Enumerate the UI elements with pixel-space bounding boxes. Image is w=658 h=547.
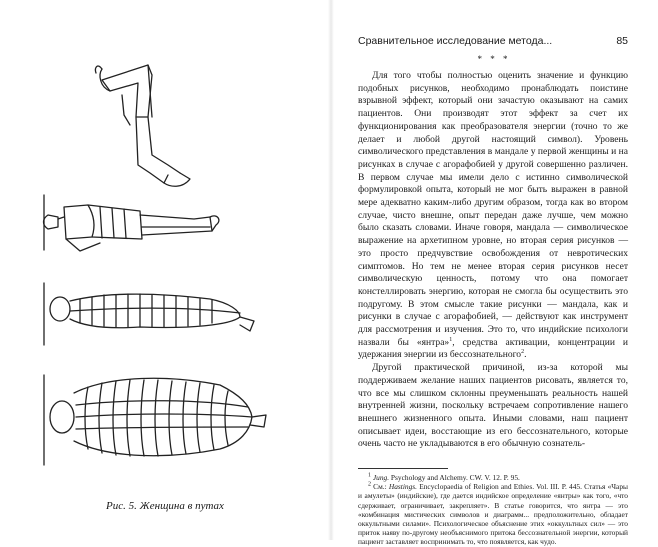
footnote-ref-2[interactable]: 2 (521, 349, 525, 356)
paragraph-1: Для того чтобы полностью оценить значение и функцию подобных рисунков, необходимо пронаблюдать поистине взрывной эффект, который они зачастую оказывают на самих пациентов. Они производят этот эффект за счет их функционирования как преобразователя энергии (точно то же делает и любой другой настоящий символ). Уровень символического представления в мандале у первой женщины и на рисунках в случае с агорафобией у другой совершенно различен. В первом случае мы имели дело с истинно символической формулировкой опыта, который не мог быть выражен в равной мере адекватно каким-либо другим образом, тогда как во втором случае, чисто внешне, опыт передан даже лучше, чем можно было сказать словами. Иначе говоря, мандала — символическое выражение на архетипном уровне, но вторая серия рисунков — это просто предчувствие освобождения от невротических симптомов. Но тем не менее вторая серия рисунков несет символическую ценность, потому что она помогает констеллировать энергию, которая не смогла бы осуществить это подругому. В этом смысле такие рисунки — мандала, как и рисунки в случае с агорафобией, — действуют как инструмент для рассмотрения и изучения. Это то, что индийские психологи назвали бы «янтра»$^1$, средства активации, концентрации и удержания энергии из бессознательного$^2$. (358, 70, 628, 361)
running-head-title: Сравнительное исследование метода... (358, 35, 553, 47)
figure-drawing-3 (44, 283, 254, 345)
right-page (330, 0, 658, 547)
left-page (0, 0, 330, 540)
woman-in-bonds-illustration (40, 55, 290, 495)
page-number: 85 (616, 35, 628, 47)
footnote-ref-1[interactable]: 1 (449, 336, 453, 343)
figure-drawing-4 (44, 375, 266, 465)
section-separator: * * * (477, 54, 511, 64)
body-text (358, 70, 628, 451)
footnotes (358, 473, 628, 547)
footnote-2: $^2$ См.: Hastings. Encyclopaedia of Religion and Ethies. Vol. III. P. 445. Статья «Чары и амулеты» (индийские), где дается индийское определение «янтры» как того, «что сдерживает, ограничивает, закрепляет». В статье говорится, что янтра — это «комбинация мистических символов и диаграмм... предположительно, обладает оккультными силами». Психологическое объяснение этих «оккультных сил» — это приток наяву по-другому необъяснимого притока бессознательной энергии, который пациент заставляет воспринимать то, что появляется, как чудо. (358, 481, 629, 547)
figure-drawing-1 (95, 65, 190, 186)
footnote-rule (358, 468, 448, 469)
figure-drawing-2 (44, 195, 219, 251)
footnote-1: $^1$ Jung. Psychology and Alchemy. CW. V. 12. P. 95. (368, 472, 520, 482)
figure-caption: Рис. 5. Женщина в путах (106, 500, 224, 512)
paragraph-2: Другой практической причиной, из-за которой мы поддерживаем желание наших пациентов рисовать, является то, что все мы слишком склонны преуменьшать реальность нашей внутренней жизни, поскольку встречаем сопротивление нашего внешнего жизненного опыта. Иными словами, наш пациент описывает идеи, восстающие из его бессознательного, которые очень часто не укладываются в его обычную сознатель- (358, 362, 628, 450)
